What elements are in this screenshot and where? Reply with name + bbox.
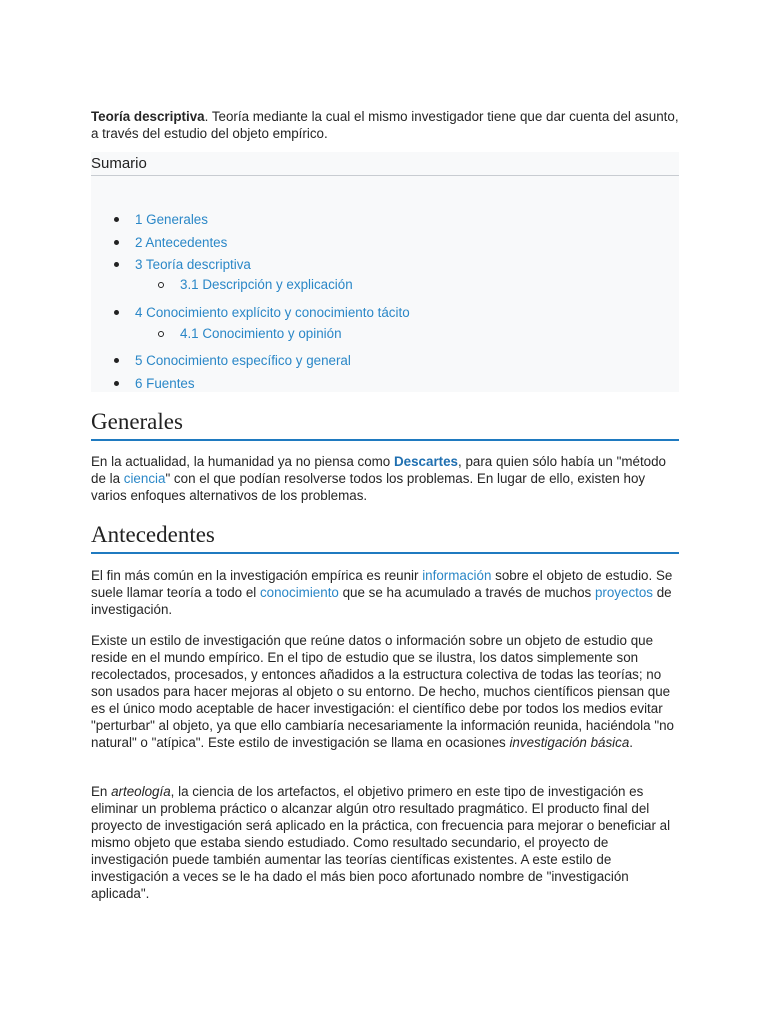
- heading-antecedentes: Antecedentes: [91, 521, 679, 554]
- intro-paragraph: [91, 108, 679, 142]
- text-run: Existe un estilo de investigación que reúne datos o información sobre un objeto de estudio que reside en el mundo empírico. En el tipo de estudio que se ilustra, los datos simplemente son recolectados, procesados, y entonces añadidos a la estructura colectiva de todas las teorías; no son usados para hacer mejoras al objeto o su entorno. De hecho, muchos científicos piensan que es el único modo aceptable de hacer investigación: el científico debe por todos los medios evitar "perturbar" al objeto, ya que ello cambiaría necesariamente la información reunida, haciéndola "no natural" o "atípica". Este estilo de investigación se llama en ocasiones: [91, 633, 674, 750]
- generales-paragraph: [91, 453, 679, 504]
- text-run: , la ciencia de los artefactos, el objetivo primero en este tipo de investigación es eliminar un problema práctico o alcanzar algún otro resultado pragmático. El producto final del proyecto de investigación será aplicado en la práctica, con frecuencia para mejorar o beneficiar al mismo objeto que estaba siendo estudiado. Como resultado secundario, el proyecto de investigación puede también aumentar las teorías científicas existentes. A este estilo de investigación a veces se le ha dado el más bien poco afortunado nombre de "investigación aplicada".: [91, 784, 671, 901]
- text-run: que se ha acumulado a través de muchos: [338, 585, 595, 600]
- text-run: .: [629, 735, 634, 750]
- toc-link[interactable]: 3.1 Descripción y explicación: [180, 277, 353, 292]
- text-run: En la actualidad, la humanidad ya no piensa como: [91, 454, 394, 469]
- intro-text: . Teoría mediante la cual el mismo investigador tiene que dar cuenta del asunto, a través del estudio del objeto empírico.: [91, 109, 679, 141]
- text-run: El fin más común en la investigación empírica es reunir: [91, 568, 423, 583]
- emphasis-text: investigación básica: [509, 735, 630, 750]
- toc-link[interactable]: 6 Fuentes: [135, 376, 195, 391]
- link-descartes[interactable]: Descartes: [393, 454, 459, 469]
- circle-bullet-icon: [158, 331, 164, 337]
- toc-link[interactable]: 1 Generales: [135, 212, 208, 227]
- bullet-icon: [114, 381, 119, 386]
- antecedentes-paragraph-2: [91, 632, 679, 751]
- toc-link[interactable]: 4 Conocimiento explícito y conocimiento tácito: [135, 305, 410, 320]
- heading-generales: Generales: [91, 408, 679, 441]
- antecedentes-paragraph-1: [91, 567, 679, 618]
- intro-term: Teoría descriptiva: [91, 109, 205, 124]
- toc-title: Sumario: [91, 152, 679, 176]
- toc-link[interactable]: 3 Teoría descriptiva: [135, 257, 251, 272]
- text-run: de investigación.: [91, 585, 672, 617]
- link-informacion[interactable]: información: [422, 568, 492, 583]
- emphasis-text: arteología: [111, 784, 171, 799]
- circle-bullet-icon: [158, 282, 164, 288]
- toc-link[interactable]: 5 Conocimiento específico y general: [135, 353, 351, 368]
- link-proyectos[interactable]: proyectos: [594, 585, 654, 600]
- toc-link[interactable]: 2 Antecedentes: [135, 235, 228, 250]
- toc-link[interactable]: 4.1 Conocimiento y opinión: [180, 326, 342, 341]
- text-run: sobre el objeto de estudio. Se suele llamar teoría a todo el: [91, 568, 673, 600]
- bullet-icon: [114, 240, 119, 245]
- text-run: En: [91, 784, 112, 799]
- bullet-icon: [114, 217, 119, 222]
- text-run: , para quien sólo había un "método de la: [91, 454, 667, 486]
- text-run: " con el que podían resolverse todos los problemas. En lugar de ello, existen hoy varios enfoques alternativos de los problemas.: [91, 471, 646, 503]
- link-ciencia[interactable]: ciencia: [123, 471, 166, 486]
- table-of-contents: [91, 152, 679, 392]
- link-conocimiento[interactable]: conocimiento: [259, 585, 339, 600]
- antecedentes-paragraph-3: [91, 783, 679, 902]
- bullet-icon: [114, 262, 119, 267]
- bullet-icon: [114, 358, 119, 363]
- bullet-icon: [114, 310, 119, 315]
